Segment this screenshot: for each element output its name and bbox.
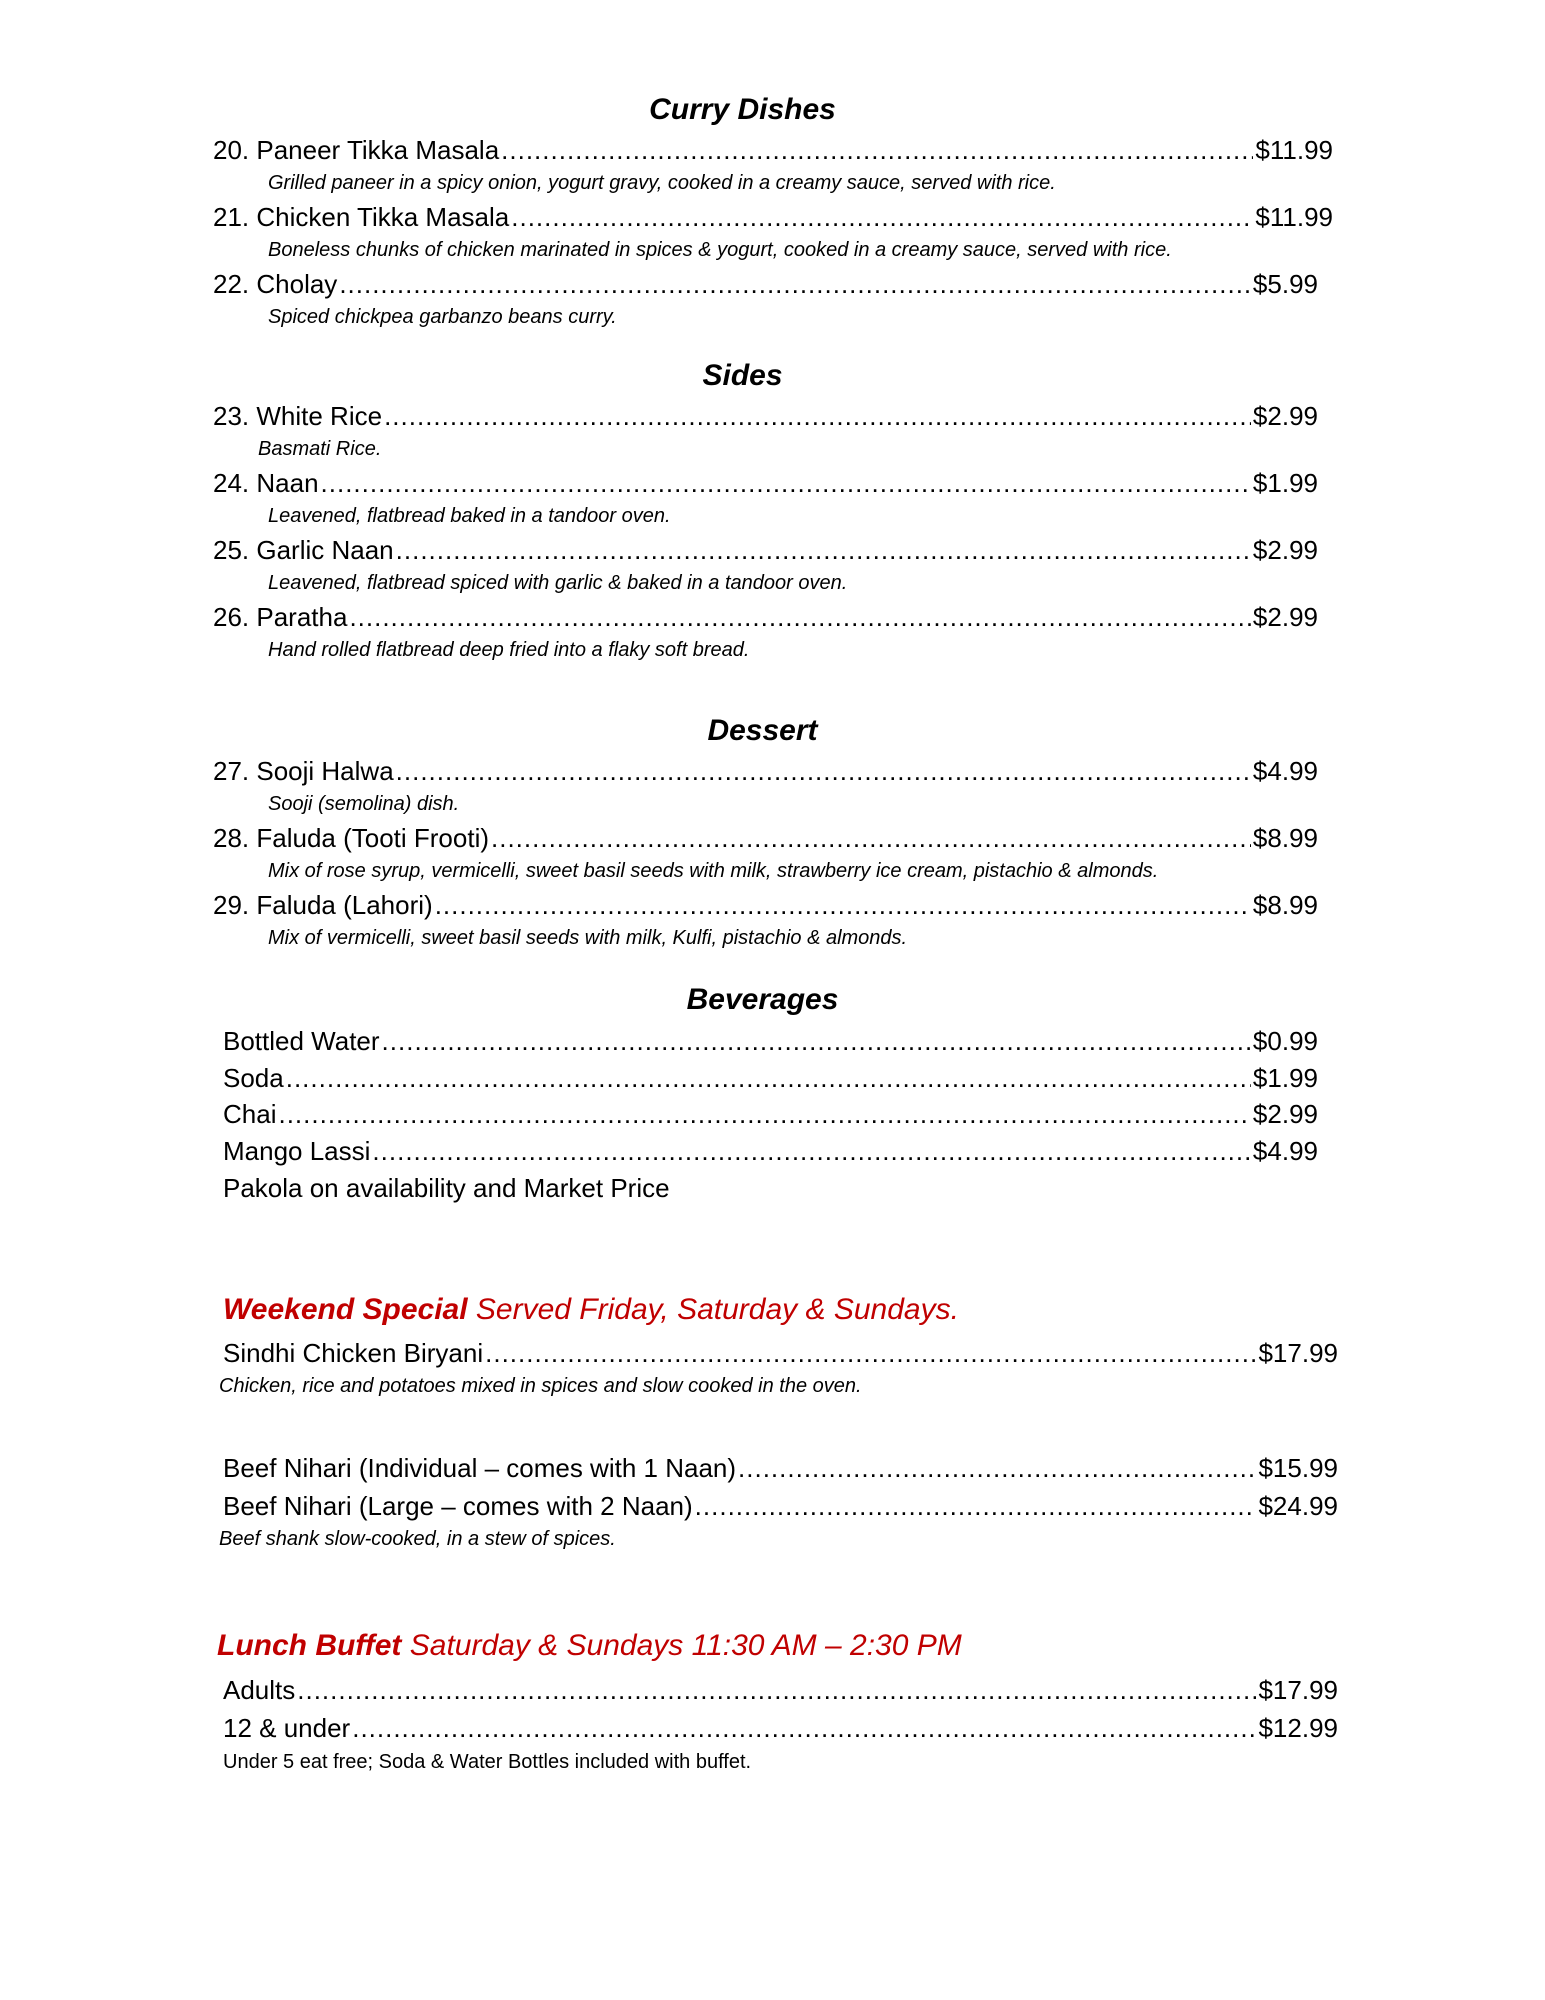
- item-price: $8.99: [1252, 890, 1318, 920]
- menu-item: [213, 601, 1318, 633]
- section-title-curry: Curry Dishes: [649, 93, 836, 126]
- menu-item: [223, 1337, 1338, 1369]
- menu-item: [223, 1098, 1318, 1130]
- dot-leader: [321, 467, 1251, 499]
- item-name: 23. White Rice: [213, 401, 383, 431]
- dot-leader: [352, 1712, 1256, 1744]
- dot-leader: [695, 1490, 1257, 1522]
- menu-item: [213, 755, 1318, 787]
- item-price: $2.99: [1252, 401, 1318, 431]
- section-title-dessert: Dessert: [707, 714, 818, 747]
- menu-item: [223, 1452, 1338, 1484]
- section-title-sides: Sides: [702, 359, 783, 392]
- item-name: 28. Faluda (Tooti Frooti): [213, 823, 490, 853]
- weekend-special-title: Weekend Special: [223, 1293, 468, 1326]
- item-name: 20. Paneer Tikka Masala: [213, 135, 500, 165]
- menu-item: [223, 1490, 1338, 1522]
- item-description: Sooji (semolina) dish.: [268, 793, 460, 815]
- item-name: 12 & under: [223, 1713, 351, 1743]
- menu-item: [213, 400, 1318, 432]
- item-name: 27. Sooji Halwa: [213, 756, 394, 786]
- item-name: 21. Chicken Tikka Masala: [213, 202, 510, 232]
- menu-item: [223, 1062, 1318, 1094]
- item-description: Leavened, flatbread spiced with garlic & baked in a tandoor oven.: [268, 572, 848, 594]
- item-description: Spiced chickpea garbanzo beans curry.: [268, 306, 617, 328]
- dot-leader: [372, 1135, 1251, 1167]
- item-description: Basmati Rice.: [258, 438, 382, 460]
- item-price: $5.99: [1252, 269, 1318, 299]
- dot-leader: [384, 400, 1251, 432]
- menu-item: [223, 1025, 1318, 1057]
- menu-item: [213, 822, 1318, 854]
- dot-leader: [491, 822, 1251, 854]
- item-description: Mix of rose syrup, vermicelli, sweet basil seeds with milk, strawberry ice cream, pistachio & almonds.: [268, 860, 1159, 882]
- item-description: Leavened, flatbread baked in a tandoor oven.: [268, 505, 671, 527]
- item-price: $11.99: [1255, 202, 1333, 232]
- item-price: $4.99: [1252, 756, 1318, 786]
- beverages-note: Pakola on availability and Market Price: [223, 1173, 670, 1203]
- buffet-note: Under 5 eat free; Soda & Water Bottles included with buffet.: [223, 1751, 752, 1773]
- item-description: Chicken, rice and potatoes mixed in spices and slow cooked in the oven.: [219, 1375, 862, 1397]
- item-name: Beef Nihari (Individual – comes with 1 Naan): [223, 1453, 737, 1483]
- dot-leader: [297, 1674, 1256, 1706]
- dot-leader: [435, 889, 1251, 921]
- menu-item: [223, 1135, 1318, 1167]
- menu-item: [213, 889, 1318, 921]
- dot-leader: [278, 1098, 1250, 1130]
- item-name: 29. Faluda (Lahori): [213, 890, 433, 920]
- lunch-buffet-title: Lunch Buffet: [217, 1629, 402, 1662]
- dot-leader: [339, 268, 1251, 300]
- dot-leader: [511, 201, 1253, 233]
- menu-item: [223, 1712, 1338, 1744]
- dot-leader: [396, 534, 1251, 566]
- item-price: $17.99: [1258, 1675, 1338, 1705]
- item-price: $2.99: [1252, 1099, 1318, 1129]
- item-name: Bottled Water: [223, 1026, 380, 1056]
- item-description: Beef shank slow-cooked, in a stew of spices.: [219, 1528, 616, 1550]
- dot-leader: [501, 134, 1253, 166]
- item-price: $24.99: [1258, 1491, 1338, 1521]
- dot-leader: [382, 1025, 1251, 1057]
- item-price: $1.99: [1252, 1063, 1318, 1093]
- item-description: Hand rolled flatbread deep fried into a flaky soft bread.: [268, 639, 750, 661]
- item-name: 24. Naan: [213, 468, 319, 498]
- dot-leader: [349, 601, 1250, 633]
- item-name: Chai: [223, 1099, 277, 1129]
- item-price: $15.99: [1258, 1453, 1338, 1483]
- item-name: Soda: [223, 1063, 284, 1093]
- item-price: $17.99: [1258, 1338, 1338, 1368]
- dot-leader: [485, 1337, 1256, 1369]
- dot-leader: [738, 1452, 1256, 1484]
- item-description: Grilled paneer in a spicy onion, yogurt gravy, cooked in a creamy sauce, served with rice.: [268, 172, 1056, 194]
- item-name: 22. Cholay: [213, 269, 338, 299]
- item-name: Adults: [223, 1675, 296, 1705]
- item-description: Boneless chunks of chicken marinated in spices & yogurt, cooked in a creamy sauce, served with rice.: [268, 239, 1172, 261]
- menu-item: [223, 1674, 1338, 1706]
- item-name: Mango Lassi: [223, 1136, 371, 1166]
- menu-item: [213, 201, 1333, 233]
- item-name: 25. Garlic Naan: [213, 535, 394, 565]
- lunch-buffet-schedule: Saturday & Sundays 11:30 AM – 2:30 PM: [401, 1629, 962, 1662]
- item-price: $4.99: [1252, 1136, 1318, 1166]
- menu-item: [213, 534, 1318, 566]
- section-title-beverages: Beverages: [686, 983, 839, 1016]
- item-name: Beef Nihari (Large – comes with 2 Naan): [223, 1491, 693, 1521]
- item-price: $12.99: [1258, 1713, 1338, 1743]
- item-price: $2.99: [1252, 602, 1318, 632]
- dot-leader: [286, 1062, 1251, 1094]
- dot-leader: [396, 755, 1251, 787]
- item-name: 26. Paratha: [213, 602, 348, 632]
- item-price: $0.99: [1252, 1026, 1318, 1056]
- item-price: $8.99: [1252, 823, 1318, 853]
- item-name: Sindhi Chicken Biryani: [223, 1338, 484, 1368]
- lunch-buffet-heading: [217, 1628, 962, 1664]
- menu-item: [213, 268, 1318, 300]
- menu-item: [213, 467, 1318, 499]
- weekend-special-schedule: Served Friday, Saturday & Sundays.: [467, 1293, 959, 1326]
- item-price: $2.99: [1252, 535, 1318, 565]
- menu-item: [213, 134, 1333, 166]
- item-price: $11.99: [1255, 135, 1333, 165]
- item-description: Mix of vermicelli, sweet basil seeds with milk, Kulfi, pistachio & almonds.: [268, 927, 908, 949]
- weekend-special-heading: [223, 1292, 959, 1328]
- item-price: $1.99: [1252, 468, 1318, 498]
